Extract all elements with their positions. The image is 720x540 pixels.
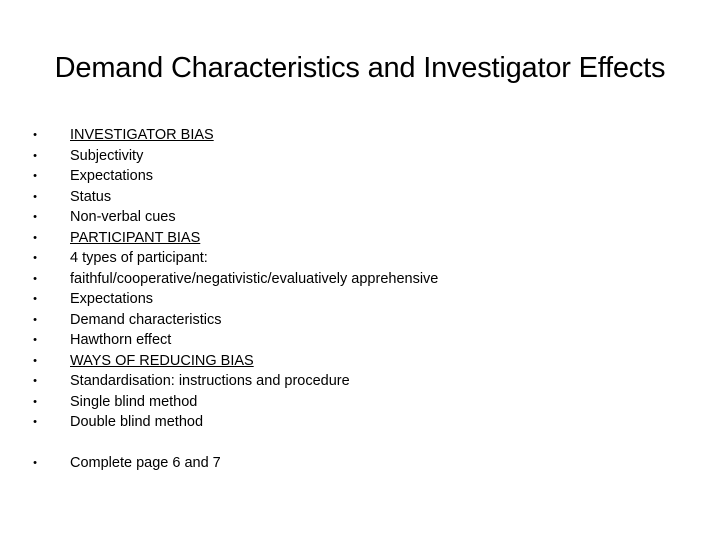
bullet-icon: • bbox=[33, 272, 37, 285]
bullet-icon: • bbox=[33, 170, 37, 182]
bullet-text: Complete page 6 and 7 bbox=[70, 455, 221, 471]
bullet-item bbox=[0, 310, 720, 331]
bullet-text: Expectations bbox=[70, 168, 154, 184]
section-heading: PARTICIPANT BIAS bbox=[70, 229, 201, 246]
bullet-list bbox=[0, 125, 720, 474]
bullet-item bbox=[0, 207, 720, 228]
bullet-item bbox=[0, 269, 720, 290]
bullet-icon: • bbox=[33, 354, 37, 367]
bullet-item bbox=[0, 330, 720, 351]
bullet-item bbox=[0, 392, 720, 413]
bullet-icon: • bbox=[33, 211, 37, 223]
slide-title: Demand Characteristics and Investigator Effects bbox=[54, 52, 666, 84]
bullet-icon: • bbox=[33, 252, 37, 264]
bullet-text: Status bbox=[70, 188, 112, 205]
bullet-item bbox=[0, 187, 720, 208]
bullet-icon: • bbox=[33, 313, 37, 326]
bullet-text: Demand characteristics bbox=[70, 311, 222, 328]
bullet-text: Single blind method bbox=[70, 393, 198, 410]
bullet-text: faithful/cooperative/negativistic/evaluatively apprehensive bbox=[70, 270, 439, 287]
bullet-item bbox=[0, 289, 720, 310]
bullet-icon: • bbox=[33, 395, 37, 408]
bullet-text: Non-verbal cues bbox=[70, 209, 176, 225]
bullet-item-investigator-bias bbox=[0, 125, 720, 146]
bullet-item bbox=[0, 248, 720, 269]
bullet-item bbox=[0, 166, 720, 187]
bullet-icon: • bbox=[33, 293, 37, 305]
bullet-icon: • bbox=[33, 149, 37, 162]
bullet-icon: • bbox=[33, 416, 37, 428]
bullet-icon: • bbox=[33, 375, 37, 387]
bullet-icon: • bbox=[33, 129, 37, 141]
section-heading: INVESTIGATOR BIAS bbox=[70, 127, 214, 143]
bullet-icon: • bbox=[33, 334, 37, 346]
bullet-icon: • bbox=[33, 457, 37, 469]
bullet-icon: • bbox=[33, 231, 37, 244]
bullet-text: Double blind method bbox=[70, 414, 204, 430]
bullet-text: Subjectivity bbox=[70, 147, 144, 164]
bullet-text: 4 types of participant: bbox=[70, 250, 208, 266]
bullet-item-ways-of-reducing-bias bbox=[0, 351, 720, 372]
bullet-text: Hawthorn effect bbox=[70, 332, 172, 348]
bullet-text: Standardisation: instructions and procedure bbox=[70, 373, 350, 389]
bullet-item-task bbox=[0, 453, 720, 474]
bullet-item-participant-bias bbox=[0, 228, 720, 249]
bullet-icon: • bbox=[33, 190, 37, 203]
bullet-text: Expectations bbox=[70, 291, 154, 307]
bullet-item bbox=[0, 412, 720, 433]
bullet-item bbox=[0, 371, 720, 392]
section-heading: WAYS OF REDUCING BIAS bbox=[70, 352, 254, 369]
bullet-item bbox=[0, 146, 720, 167]
